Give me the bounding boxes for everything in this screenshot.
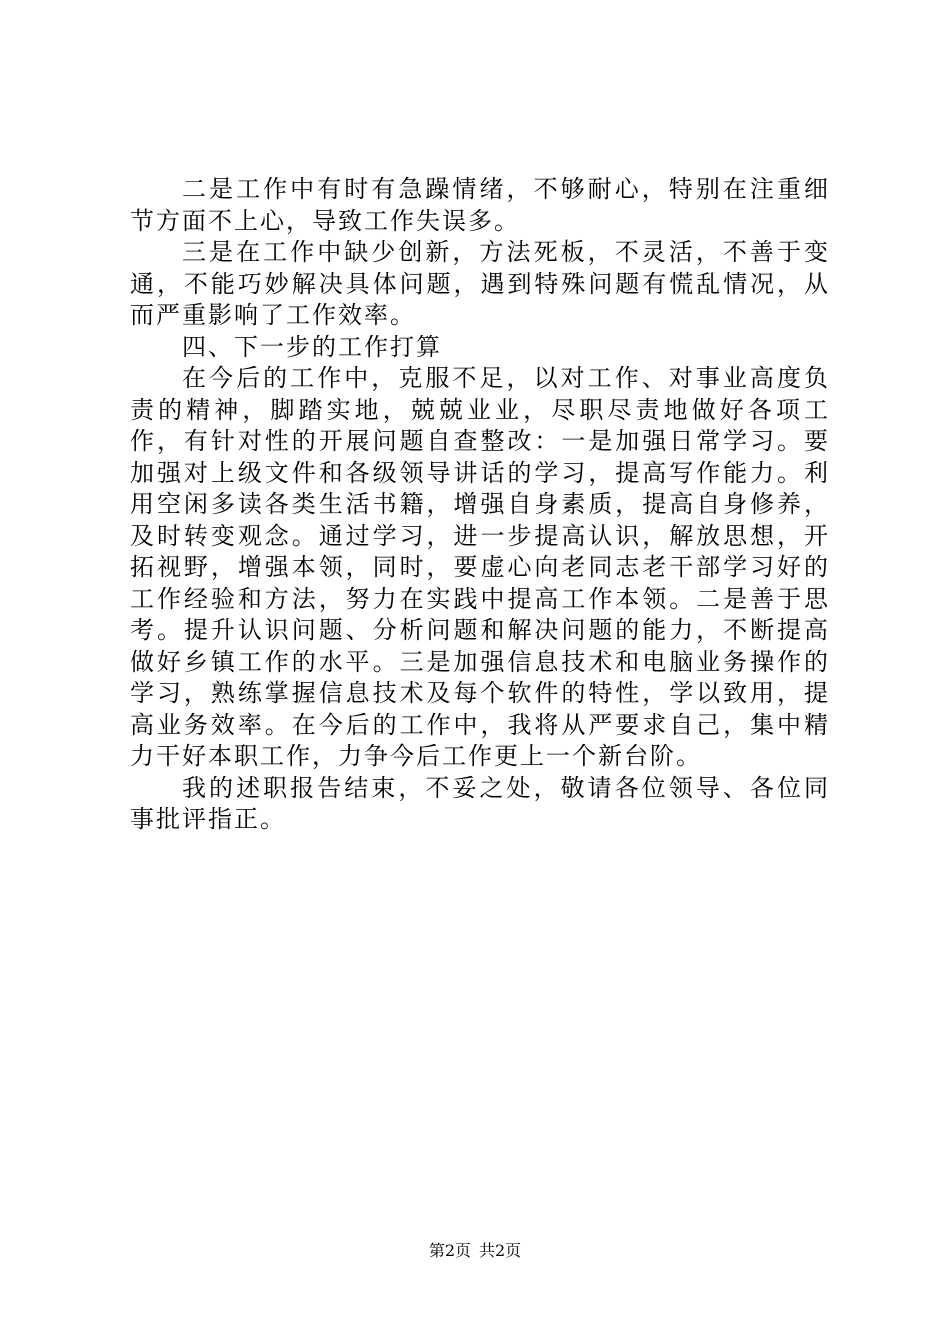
paragraph-work-plan: 在今后的工作中，克服不足，以对工作、对事业高度负责的精神，脚踏实地，兢兢业业，尽职尽责地做好各项工作，有针对性的开展问题自查整改：一是加强日常学习。要加强对上级文件和各级领导讲话的学习，提高写作能力。利用空闲多读各类生活书籍，增强自身素质，提高自身修养，及时转变观念。通过学习，进一步提高认识，解放思想，开拓视野，增强本领，同时，要虚心向老同志老干部学习好的工作经验和方法，努力在实践中提高工作本领。二是善于思考。提升认识问题、分析问题和解决问题的能力，不断提高做好乡镇工作的水平。三是加强信息技术和电脑业务操作的学习，熟练掌握信息技术及每个软件的特性，学以致用，提高业务效率。在今后的工作中，我将从严要求自己，集中精力干好本职工作，力争今后工作更上一个新台阶。 <box>130 364 830 770</box>
paragraph-closing: 我的述职报告结束，不妥之处，敬请各位领导、各位同事批评指正。 <box>130 773 830 833</box>
paragraph-lack-of-innovation: 三是在工作中缺少创新，方法死板，不灵活，不善于变通，不能巧妙解决具体问题，遇到特殊问题有慌乱情况，从而严重影响了工作效率。 <box>130 238 830 329</box>
document-body <box>130 174 830 836</box>
page-total: 共2页 <box>479 1241 522 1260</box>
page-number: 第2页 <box>428 1241 471 1260</box>
paragraph-impatience: 二是工作中有时有急躁情绪，不够耐心，特别在注重细节方面不上心，导致工作失误多。 <box>130 175 830 235</box>
page-footer <box>0 1240 950 1262</box>
section-heading-next-steps: 四、下一步的工作打算 <box>182 332 442 361</box>
